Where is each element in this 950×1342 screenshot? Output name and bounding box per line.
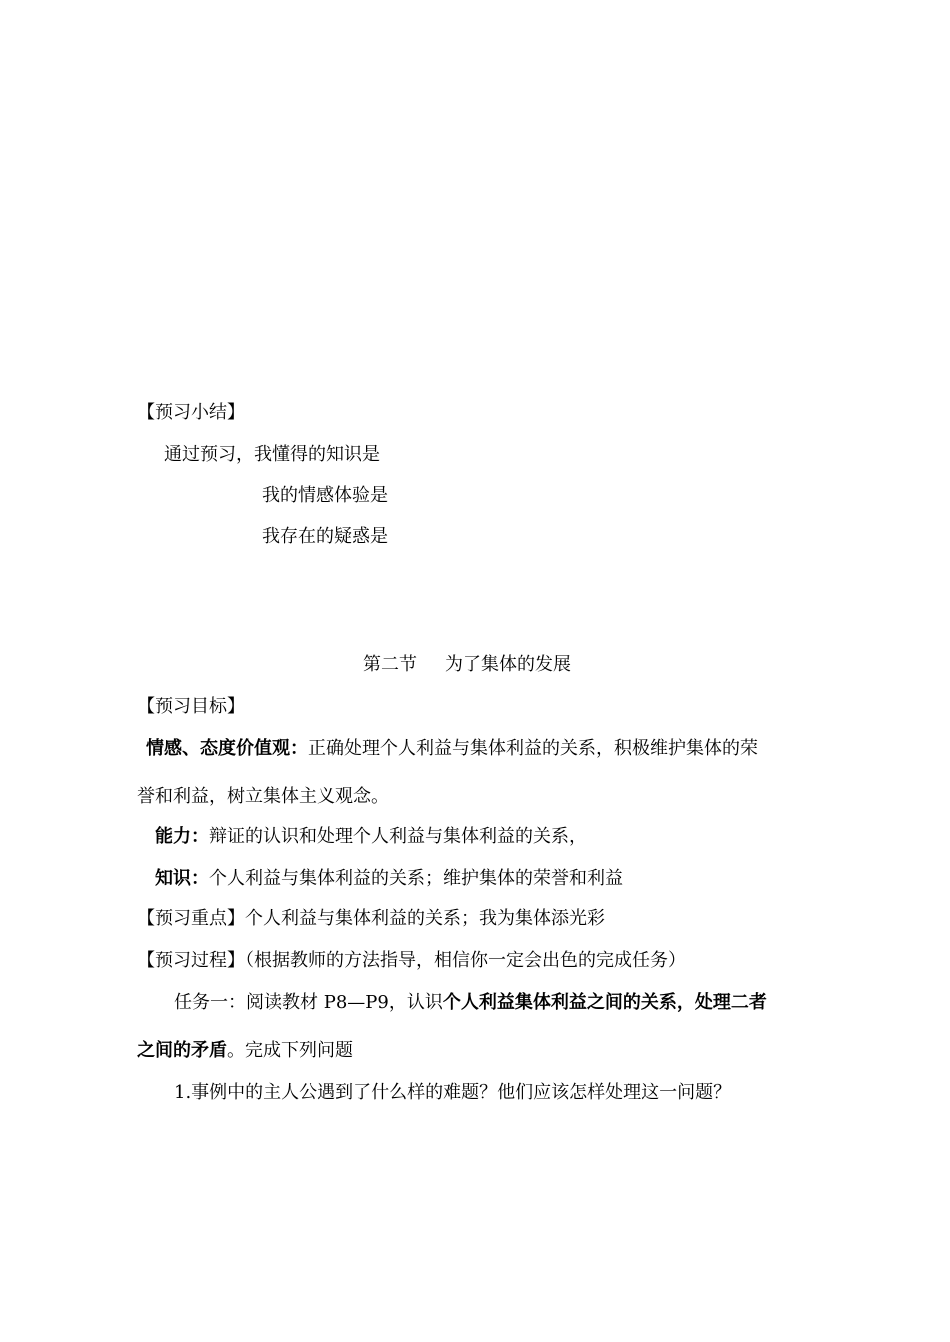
goal-emotion-line1 xyxy=(146,740,758,758)
section-title xyxy=(363,656,571,674)
goal-knowledge-label: 知识： xyxy=(155,868,209,889)
goal-emotion-label: 情感、态度价值观： xyxy=(146,738,308,759)
question-1: 1.事例中的主人公遇到了什么样的难题？他们应该怎样处理这一问题？ xyxy=(174,1082,732,1103)
task1-suffix: 。完成下列问题 xyxy=(227,1040,353,1061)
task1-prefix: 任务一：阅读教材 P8—P9，认识 xyxy=(174,992,443,1013)
goal-emotion-line2: 誉和利益，树立集体主义观念。 xyxy=(137,786,389,807)
goal-emotion-text: 正确处理个人利益与集体利益的关系，积极维护集体的荣 xyxy=(308,738,758,759)
goal-knowledge-text: 个人利益与集体利益的关系；维护集体的荣誉和利益 xyxy=(209,868,623,889)
process-heading: 【预习过程】 xyxy=(137,950,245,971)
goals-heading: 【预习目标】 xyxy=(137,696,245,717)
summary-emotion: 我的情感体验是 xyxy=(262,485,388,506)
task1-line1 xyxy=(174,994,767,1012)
section-number: 第二节 xyxy=(363,654,417,675)
goal-ability-label: 能力： xyxy=(155,826,209,847)
summary-knowledge: 通过预习，我懂得的知识是 xyxy=(164,444,380,465)
goal-knowledge xyxy=(155,870,623,888)
summary-heading: 【预习小结】 xyxy=(137,402,245,423)
focus-line xyxy=(137,910,605,928)
process-text: （根据教师的方法指导，相信你一定会出色的完成任务） xyxy=(245,950,686,971)
goal-ability xyxy=(155,828,587,846)
section-name: 为了集体的发展 xyxy=(445,654,571,675)
process-line xyxy=(137,952,686,970)
focus-heading: 【预习重点】 xyxy=(137,908,245,929)
task1-line2 xyxy=(137,1042,353,1060)
task1-bold-part1: 个人利益集体利益之间的关系，处理二者 xyxy=(442,992,767,1013)
summary-doubt: 我存在的疑惑是 xyxy=(262,526,388,547)
task1-bold-part2: 之间的矛盾 xyxy=(137,1040,227,1061)
goal-ability-text: 辩证的认识和处理个人利益与集体利益的关系， xyxy=(209,826,587,847)
focus-text: 个人利益与集体利益的关系；我为集体添光彩 xyxy=(245,908,605,929)
